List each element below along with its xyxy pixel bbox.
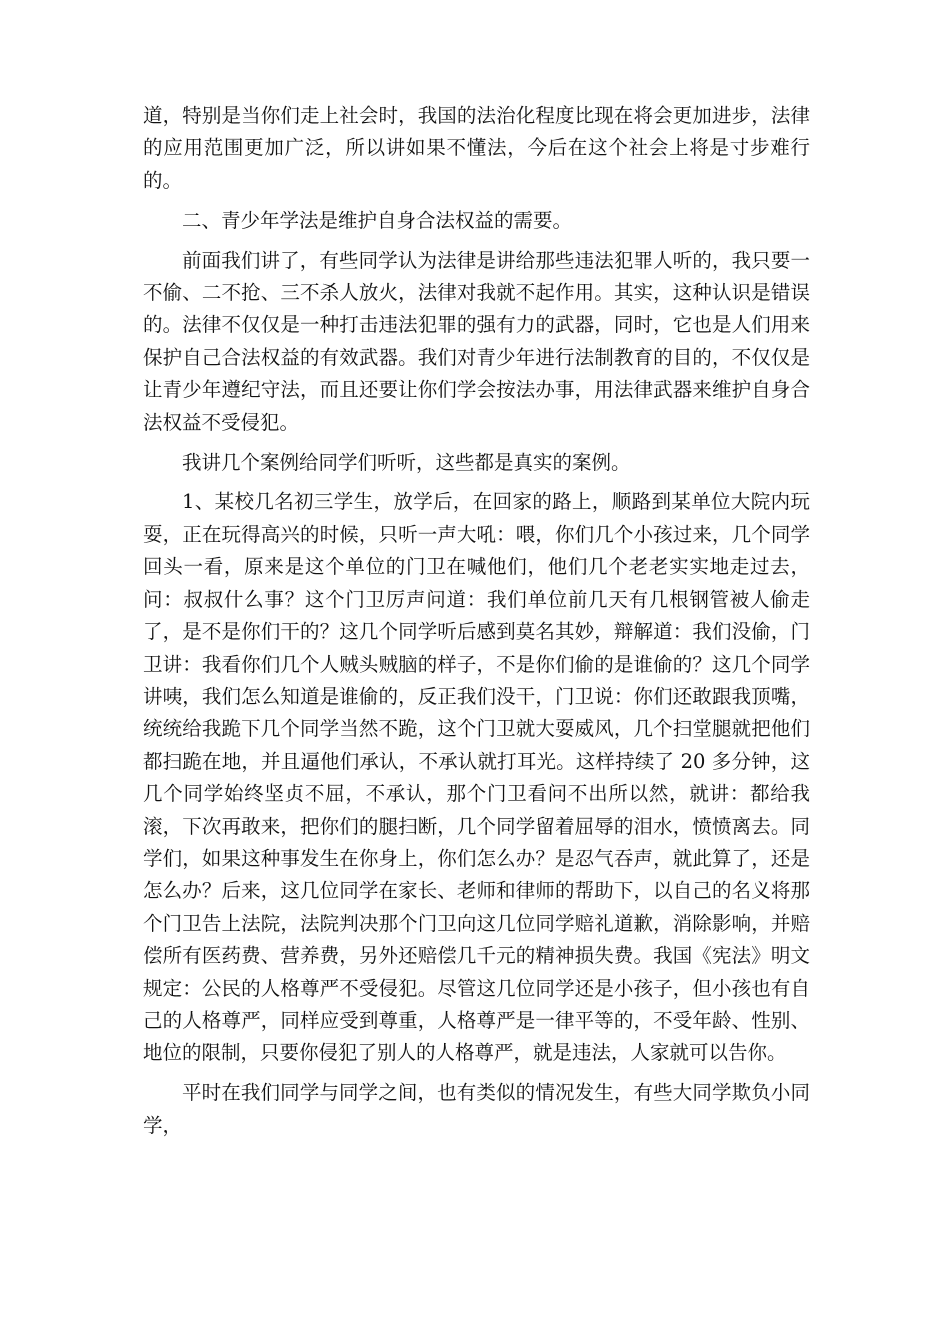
- paragraph-continued: 道，特别是当你们走上社会时，我国的法治化程度比现在将会更加进步，法律的应用范围更加广泛，所以讲如果不懂法，今后在这个社会上将是寸步难行的。: [143, 104, 810, 192]
- paragraph-students: 平时在我们同学与同学之间，也有类似的情况发生，有些大同学欺负小同学，: [143, 1081, 810, 1137]
- document-page: [143, 100, 810, 1150]
- section-heading-two: 二、青少年学法是维护自身合法权益的需要。: [182, 208, 573, 232]
- paragraph-law-protection: 前面我们讲了，有些同学认为法律是讲给那些违法犯罪人听的，我只要一不偷、二不抢、三不杀人放火，法律对我就不起作用。其实，这种认识是错误的。法律不仅仅是一种打击违法犯罪的强有力的武器，同时，它也是人们用来保护自己合法权益的有效武器。我们对青少年进行法制教育的目的，不仅仅是让青少年遵纪守法，而且还要让你们学会按法办事，用法律武器来维护自身合法权益不受侵犯。: [143, 248, 810, 434]
- paragraph-case-intro: 我讲几个案例给同学们听听，这些都是真实的案例。: [182, 450, 631, 474]
- paragraph-case-one: 1、某校几名初三学生，放学后，在回家的路上，顺路到某单位大院内玩耍，正在玩得高兴的时候，只听一声大吼：喂，你们几个小孩过来，几个同学回头一看，原来是这个单位的门卫在喊他们，他们几个老老实实地走过去，问：叔叔什么事？这个门卫厉声问道：我们单位前几天有几根钢管被人偷走了，是不是你们干的？这几个同学听后感到莫名其妙，辩解道：我们没偷，门卫讲：我看你们几个人贼头贼脑的样子，不是你们偷的是谁偷的？这几个同学讲咦，我们怎么知道是谁偷的，反正我们没干，门卫说：你们还敢跟我顶嘴，统统给我跪下几个同学当然不跪，这个门卫就大耍威风，几个扫堂腿就把他们都扫跪在地，并且逼他们承认，不承认就打耳光。这样持续了 20 多分钟，这几个同学始终坚贞不屈，不承认，那个门卫看问不出所以然，就讲：都给我滚，下次再敢来，把你们的腿扫断，几个同学留着屈辱的泪水，愤愤离去。同学们，如果这种事发生在你身上，你们怎么办？是忍气吞声，就此算了，还是怎么办？后来，这几位同学在家长、老师和律师的帮助下，以自己的名义将那个门卫告上法院，法院判决那个门卫向这几位同学赔礼道歉，消除影响，并赔偿所有医药费、营养费，另外还赔偿几千元的精神损失费。我国《宪法》明文规定：公民的人格尊严不受侵犯。尽管这几位同学还是小孩子，但小孩也有自己的人格尊严，同样应受到尊重，人格尊严是一律平等的，不受年龄、性别、地位的限制，只要你侵犯了别人的人格尊严，就是违法，人家就可以告你。: [143, 490, 810, 1065]
